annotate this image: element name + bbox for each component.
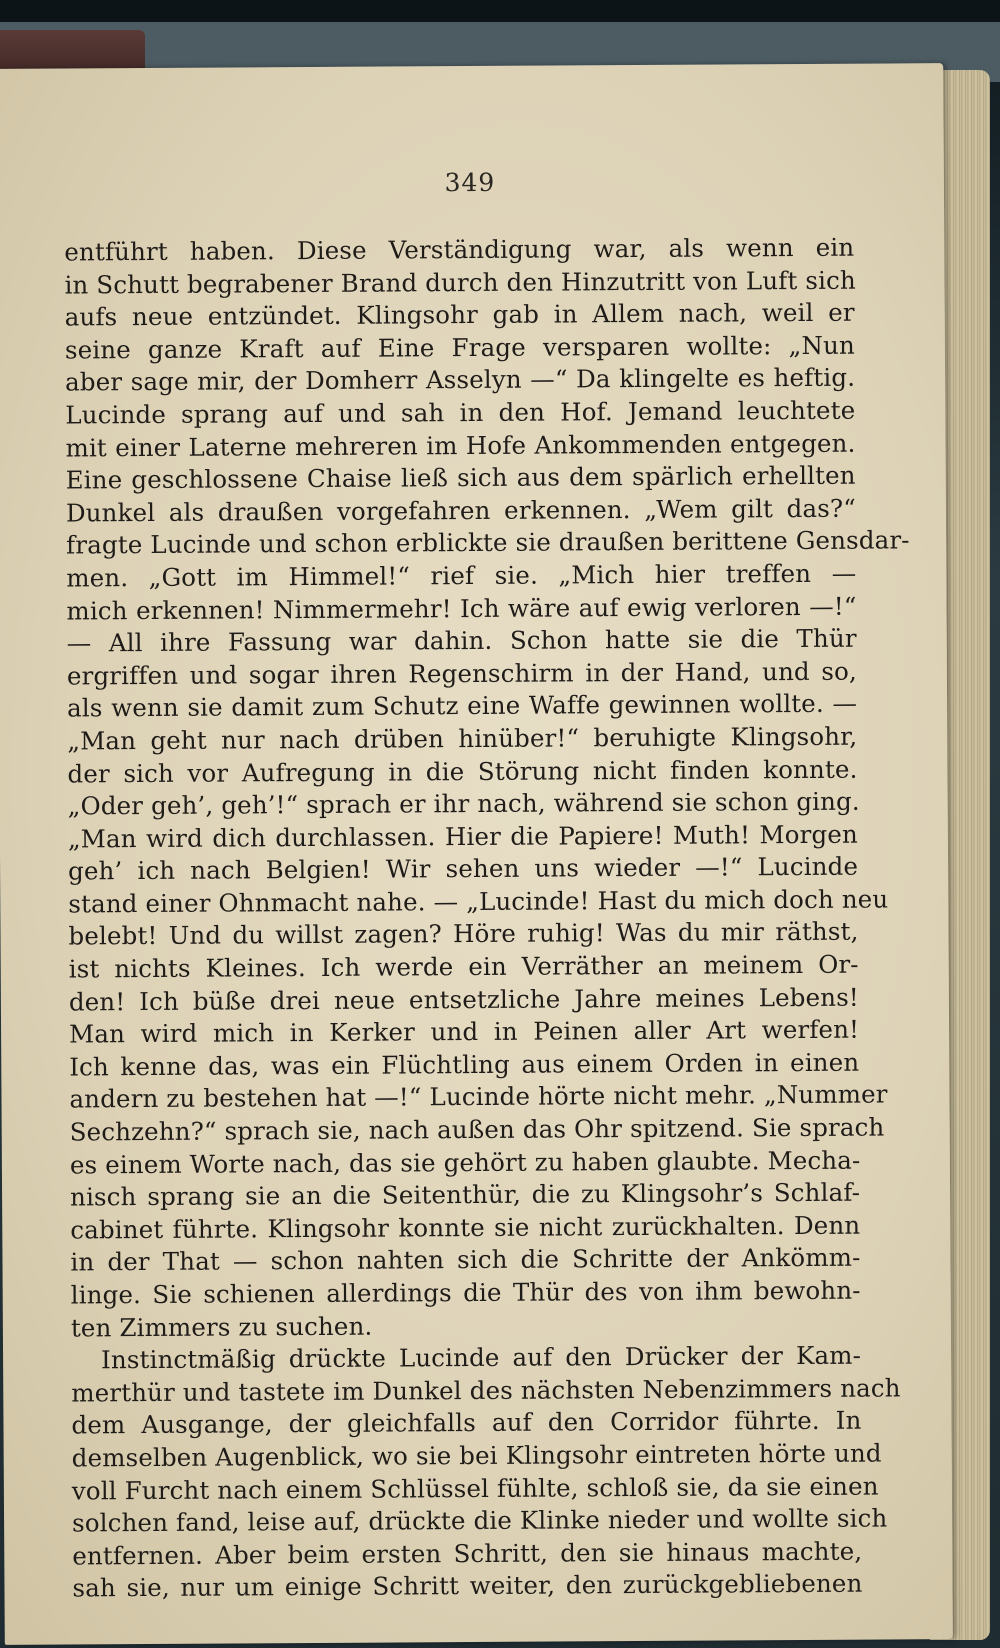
text-line: sah sie, nur um einige Schritt weiter, den zurückgebliebenen [72, 1568, 863, 1603]
text-line: „Oder geh’, geh’!“ sprach er ihr nach, während sie schon ging. [67, 786, 860, 821]
text-line: „Man geht nur nach drüben hinüber!“ beruhigte Klingsohr, [67, 721, 858, 756]
text-line: ten Zimmers zu suchen. [70, 1311, 373, 1343]
page-number: 349 [444, 167, 496, 198]
text-line: Man wird mich in Kerker und in Peinen aller Art werfen! [69, 1014, 860, 1049]
text-line: Sechzehn?“ sprach sie, nach außen das Ohr spitzend. Sie sprach [69, 1112, 885, 1147]
text-line: in Schutt begrabener Brand durch den Hinzutritt von Luft sich [64, 265, 856, 300]
text-line: merthür und tastete im Dunkel des nächsten Nebenzimmers nach [71, 1373, 901, 1408]
text-line: seine ganze Kraft auf Eine Frage versparen wollte: „Nun [64, 330, 855, 365]
text-line: mit einer Laterne mehreren im Hofe Ankommenden entgegen. [65, 428, 856, 463]
text-line: cabinet führte. Klingsohr konnte sie nicht zurückhalten. Denn [70, 1210, 861, 1245]
text-line: demselben Augenblick, wo sie bei Klingsohr eintreten hörte und [71, 1438, 882, 1473]
text-line: Ich kenne das, was ein Flüchtling aus einem Orden in einen [69, 1047, 860, 1082]
text-line: in der That — schon nahten sich die Schritte der Ankömm- [70, 1243, 861, 1277]
text-line: dem Ausgange, der gleichfalls auf den Corridor führte. In [71, 1406, 862, 1440]
text-line: ergriffen und sogar ihren Regenschirm in der Hand, und so, [66, 656, 857, 691]
text-line: mich erkennen! Nimmermehr! Ich wäre auf ewig verloren —!“ [66, 591, 857, 626]
text-line: aufs neue entzündet. Klingsohr gab in Allem nach, weil er [64, 297, 855, 332]
text-line: „Man wird dich durchlassen. Hier die Papiere! Muth! Morgen [67, 819, 858, 854]
text-line: Lucinde sprang auf und sah in den Hof. Jemand leuchtete [65, 395, 856, 430]
book-page [0, 63, 953, 1645]
text-line: — All ihre Fassung war dahin. Schon hatte sie die Thür [66, 623, 857, 658]
text-line: geh’ ich nach Belgien! Wir sehen uns wieder —!“ Lucinde [68, 851, 859, 886]
text-line: Eine geschlossene Chaise ließ sich aus dem spärlich erhellten [65, 460, 856, 495]
text-line: stand einer Ohnmacht nahe. — „Lucinde! Hast du mich doch neu [68, 884, 889, 919]
background-edge [0, 0, 1000, 22]
text-line: ist nichts Kleines. Ich werde ein Verräther an meinem Or- [68, 949, 859, 984]
text-line: den! Ich büße drei neue entsetzliche Jahre meines Lebens! [68, 982, 859, 1017]
text-line: men. „Gott im Himmel!“ rief sie. „Mich hier treffen — [66, 558, 857, 593]
text-line: als wenn sie damit zum Schutz eine Waffe gewinnen wollte. — [67, 688, 858, 723]
text-line: es einem Worte nach, das sie gehört zu haben glaubte. Mecha- [69, 1145, 861, 1180]
text-line: entfernen. Aber beim ersten Schritt, den sie hinaus machte, [72, 1536, 863, 1571]
text-line: der sich vor Aufregung in die Störung nicht finden konnte. [67, 754, 858, 788]
text-line: voll Furcht nach einem Schlüssel fühlte, schloß sie, da sie einen [71, 1471, 879, 1506]
text-line: belebt! Und du willst zagen? Höre ruhig! Was du mir räthst, [68, 917, 859, 951]
text-line: andern zu bestehen hat —!“ Lucinde hörte nicht mehr. „Nummer [69, 1079, 888, 1114]
text-line: entführt haben. Diese Verständigung war, als wenn ein [64, 232, 855, 267]
text-line: Instinctmäßig drückte Lucinde auf den Drücker der Kam- [100, 1340, 862, 1375]
body-text [64, 232, 910, 1606]
text-line: fragte Lucinde und schon erblickte sie draußen berittene Gensdar- [66, 525, 910, 560]
text-line: solchen fand, leise auf, drückte die Klinke nieder und wollte sich [71, 1503, 888, 1538]
text-line: Dunkel als draußen vorgefahren erkennen. „Wem gilt das?“ [65, 493, 856, 528]
text-line: aber sage mir, der Domherr Asselyn —“ Da klingelte es heftig. [65, 363, 856, 397]
text-line: nisch sprang sie an die Seitenthür, die zu Klingsohr’s Schlaf- [70, 1177, 861, 1212]
text-line: linge. Sie schienen allerdings die Thür des von ihm bewohn- [70, 1275, 861, 1310]
